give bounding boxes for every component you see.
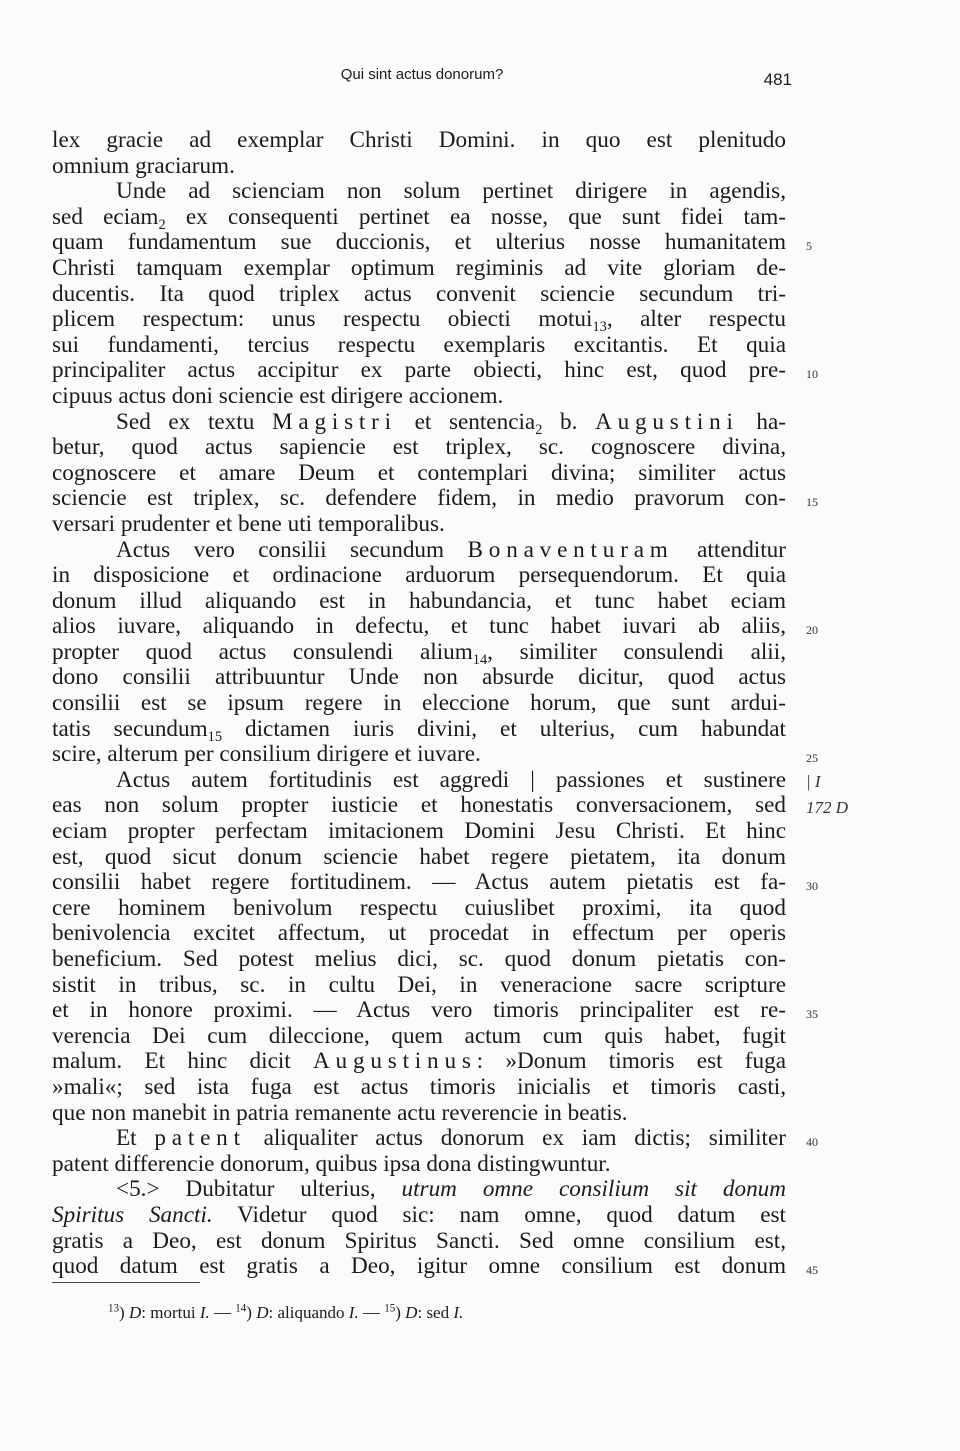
- text-line: [52, 538, 786, 564]
- text-line: [52, 461, 786, 487]
- text-line: [52, 486, 786, 512]
- text-line: [52, 410, 786, 436]
- page-number: 481: [763, 70, 792, 89]
- text-line: [52, 256, 786, 282]
- italic-text: Spiritus Sancti.: [52, 1201, 213, 1228]
- footnote-text: sed: [426, 1302, 450, 1322]
- text-run: cipuus actus doni sciencie est dirigere accionem.: [52, 382, 504, 409]
- text-run: eciam propter perfectam imitacionem Domini Jesu Christi. Et hinc: [52, 818, 786, 845]
- footnote-number: 15: [384, 1302, 396, 1314]
- text-run: sistit in tribus, sc. in cultu Dei, in veneracione sacre scripture: [52, 971, 786, 998]
- text-run: lex gracie ad exemplar Christi Domini. in quo est plenitudo: [52, 127, 786, 153]
- text-run: cere hominem benivolum respectu cuiuslibet proximi, ita quod: [52, 894, 786, 921]
- text-line: [52, 333, 786, 359]
- text-line: [52, 665, 786, 691]
- footnote-siglum: D: [256, 1302, 269, 1322]
- text-run: principaliter actus accipitur ex parte obiecti, hinc est, quod pre-: [52, 357, 786, 384]
- text-run: Et: [116, 1125, 155, 1152]
- footnote: $^{13}$) D: mortui I.: [108, 1302, 210, 1322]
- text-line: [52, 179, 786, 205]
- footnote-number: 13: [108, 1302, 120, 1314]
- text-run: et sentencia: [396, 408, 536, 435]
- text-run: sciencie est triplex, sc. defendere fidem, in medio pravorum con-: [52, 485, 786, 512]
- footnote-rule: [52, 1282, 200, 1283]
- text-line: [52, 1049, 786, 1075]
- text-run: in disposicione et ordinacione arduorum persequendorum. Et quia: [52, 562, 786, 589]
- line-number: 10: [806, 367, 818, 382]
- text-run: versari prudenter et bene uti temporalibus.: [52, 510, 445, 537]
- text-line: [52, 384, 786, 410]
- text-line: [52, 563, 786, 589]
- text-run: dictamen iuris divini, et ulterius, cum habundat: [222, 715, 786, 742]
- text-line: [52, 358, 786, 384]
- spaced-name: Augustini: [595, 408, 739, 435]
- text-run: b.: [542, 408, 596, 435]
- text-run: , similiter consulendi alii,: [487, 638, 786, 665]
- text-run: cognoscere et amare Deum et contemplari divina; similiter actus: [52, 459, 786, 486]
- text-run: ducentis. Ita quod triplex actus convenit sciencie secundum tri-: [52, 280, 786, 307]
- footnote-text: mortui: [150, 1302, 196, 1322]
- text-run: gratis a Deo, est donum Spiritus Sancti. Sed omne consilium est,: [52, 1227, 786, 1254]
- text-run: aliqualiter actus donorum ex iam dictis; similiter: [245, 1125, 787, 1152]
- footnote-text: aliquando: [277, 1302, 345, 1322]
- text-line: [52, 230, 786, 256]
- text-line: [52, 768, 786, 794]
- text-run: donum illud aliquando est in habundancia, et tunc habet eciam: [52, 587, 786, 614]
- manuscript-folio-marker: | I: [806, 772, 821, 791]
- text-run: attenditur: [673, 536, 786, 563]
- text-line: [52, 1229, 786, 1255]
- text-line: [52, 742, 786, 768]
- running-title: Qui sint actus donorum?: [340, 66, 504, 83]
- text-line: [52, 717, 786, 743]
- text-run: est, quod sicut donum sciencie habet regere pietatem, ita donum: [52, 843, 786, 870]
- text-line: [52, 306, 786, 336]
- footnote-siglum: D: [405, 1302, 418, 1322]
- text-line: [52, 921, 786, 947]
- text-run: benivolencia excitet affectum, ut procedat in effectum per operis: [52, 920, 786, 947]
- line-number: 45: [806, 1263, 818, 1278]
- text-run: beneficium. Sed potest melius dici, sc. quod donum pietatis con-: [52, 946, 786, 972]
- text-run: <5.> Dubitatur ulterius,: [116, 1176, 402, 1203]
- text-run: betur, quod actus sapiencie est triplex, sc. cognoscere divina,: [52, 434, 786, 461]
- footnote-siglum: D: [128, 1302, 142, 1322]
- text-run: Actus autem fortitudinis est aggredi | passiones et sustinere: [116, 766, 786, 793]
- text-run: Videtur quod sic: nam omne, quod datum est: [212, 1201, 786, 1228]
- text-run: quod datum est gratis a Deo, igitur omne consilium est donum: [52, 1253, 786, 1280]
- body-text: [52, 128, 786, 1280]
- line-number: 30: [806, 879, 818, 894]
- text-line: [52, 640, 786, 666]
- subscript-marker: 13: [592, 319, 607, 336]
- text-line: [52, 435, 786, 461]
- italic-text: utrum omne consilium sit donum: [401, 1176, 786, 1203]
- text-line: [52, 845, 786, 871]
- text-line: [52, 205, 786, 231]
- text-run: ha-: [738, 408, 786, 435]
- text-run: tatis secundum: [52, 715, 208, 742]
- text-run: Christi tamquam exemplar optimum regiminis ad vite gloriam de-: [52, 254, 786, 281]
- footnote-number: 14: [235, 1302, 247, 1314]
- text-line: [52, 998, 786, 1024]
- text-line: [52, 128, 786, 154]
- text-line: [52, 589, 786, 615]
- text-line: [52, 973, 786, 999]
- text-line: [52, 1126, 786, 1152]
- text-line: [52, 870, 786, 896]
- text-run: plicem respectum: unus respectu obiecti motui: [52, 306, 593, 333]
- text-run: ex consequenti pertinet ea nosse, que sunt fidei tam-: [165, 203, 786, 230]
- text-run: que non manebit in patria remanente actu reverencie in beatis.: [52, 1099, 628, 1126]
- text-run: , alter respectu: [606, 306, 786, 333]
- text-run: propter quod actus consulendi alium: [52, 638, 473, 665]
- text-line: [52, 1101, 786, 1127]
- text-run: consilii est se ipsum regere in eleccione horum, que sunt ardui-: [52, 690, 786, 717]
- line-number: 15: [806, 495, 818, 510]
- footnotes: $^{13}$) D: mortui I. — $^{14}$) D: aliquando I. — $^{15}$) D: sed I.: [108, 1302, 464, 1322]
- text-run: scire, alterum per consilium dirigere et iuvare.: [52, 741, 481, 768]
- text-run: Sed ex textu: [116, 408, 272, 435]
- spaced-name: Bonaventuram: [467, 536, 674, 563]
- text-run: Actus vero consilii secundum: [116, 536, 468, 563]
- text-run: patent differencie donorum, quibus ipsa dona distingwuntur.: [52, 1150, 611, 1177]
- text-line: [52, 947, 786, 973]
- spaced-name: Magistri: [271, 408, 397, 435]
- text-run: malum. Et hinc dicit: [52, 1048, 314, 1075]
- subscript-marker: 2: [158, 216, 166, 233]
- text-line: [52, 793, 786, 819]
- text-run: eas non solum propter iusticie et honestatis conversacionem, sed: [52, 792, 786, 819]
- footnote: $^{15}$) D: sed I.: [384, 1302, 464, 1322]
- text-run: : »Donum timoris est fuga: [476, 1048, 787, 1075]
- text-run: alios iuvare, aliquando in defectu, et tunc habet iuvari ab aliis,: [52, 613, 786, 640]
- text-line: [52, 614, 786, 640]
- text-line: [52, 691, 786, 717]
- text-run: quam fundamentum sue duccionis, et ulterius nosse humanitatem: [52, 229, 786, 256]
- line-number: 20: [806, 623, 818, 638]
- footnote-manuscript: I.: [348, 1302, 359, 1322]
- text-run: consilii habet regere fortitudinem. — Actus autem pietatis est fa-: [52, 869, 786, 896]
- line-number: 25: [806, 751, 818, 766]
- text-line: [52, 1177, 786, 1203]
- text-run: et in honore proximi. — Actus vero timoris principaliter est re-: [52, 997, 786, 1024]
- footnote-manuscript: I.: [199, 1302, 210, 1322]
- text-line: [52, 819, 786, 845]
- text-line: [52, 1254, 786, 1280]
- line-number: 5: [806, 239, 812, 254]
- text-run: omnium graciarum.: [52, 152, 235, 179]
- line-number: 40: [806, 1135, 818, 1150]
- text-line: [52, 282, 786, 308]
- subscript-marker: 14: [472, 651, 488, 668]
- subscript-marker: 15: [207, 728, 223, 745]
- footnote: $^{14}$) D: aliquando I.: [235, 1302, 359, 1322]
- page-header: [52, 66, 792, 94]
- text-line: [52, 1075, 786, 1101]
- text-line: [52, 1024, 786, 1050]
- line-number: 35: [806, 1007, 818, 1022]
- spaced-name: patent: [154, 1125, 246, 1152]
- text-run: sed eciam: [52, 203, 159, 230]
- text-run: dono consilii attribuuntur Unde non absurde dicitur, quod actus: [52, 664, 786, 691]
- text-line: [52, 896, 786, 922]
- subscript-marker: 2: [535, 421, 543, 438]
- text-run: verencia Dei cum dileccione, quem actum cum quis habet, fugit: [52, 1022, 786, 1049]
- spaced-name: Augustinus: [313, 1048, 477, 1075]
- footnote-manuscript: I.: [453, 1302, 464, 1322]
- text-run: »mali«; sed ista fuga est actus timoris inicialis et timoris casti,: [52, 1073, 786, 1100]
- text-run: Unde ad scienciam non solum pertinet dirigere in agendis,: [116, 178, 786, 205]
- text-line: [52, 154, 786, 180]
- manuscript-folio-marker: 172 D: [806, 797, 849, 817]
- text-line: [52, 1203, 786, 1229]
- text-run: sui fundamenti, tercius respectu exemplaris excitantis. Et quia: [52, 331, 786, 358]
- text-line: [52, 1152, 786, 1178]
- text-line: [52, 512, 786, 538]
